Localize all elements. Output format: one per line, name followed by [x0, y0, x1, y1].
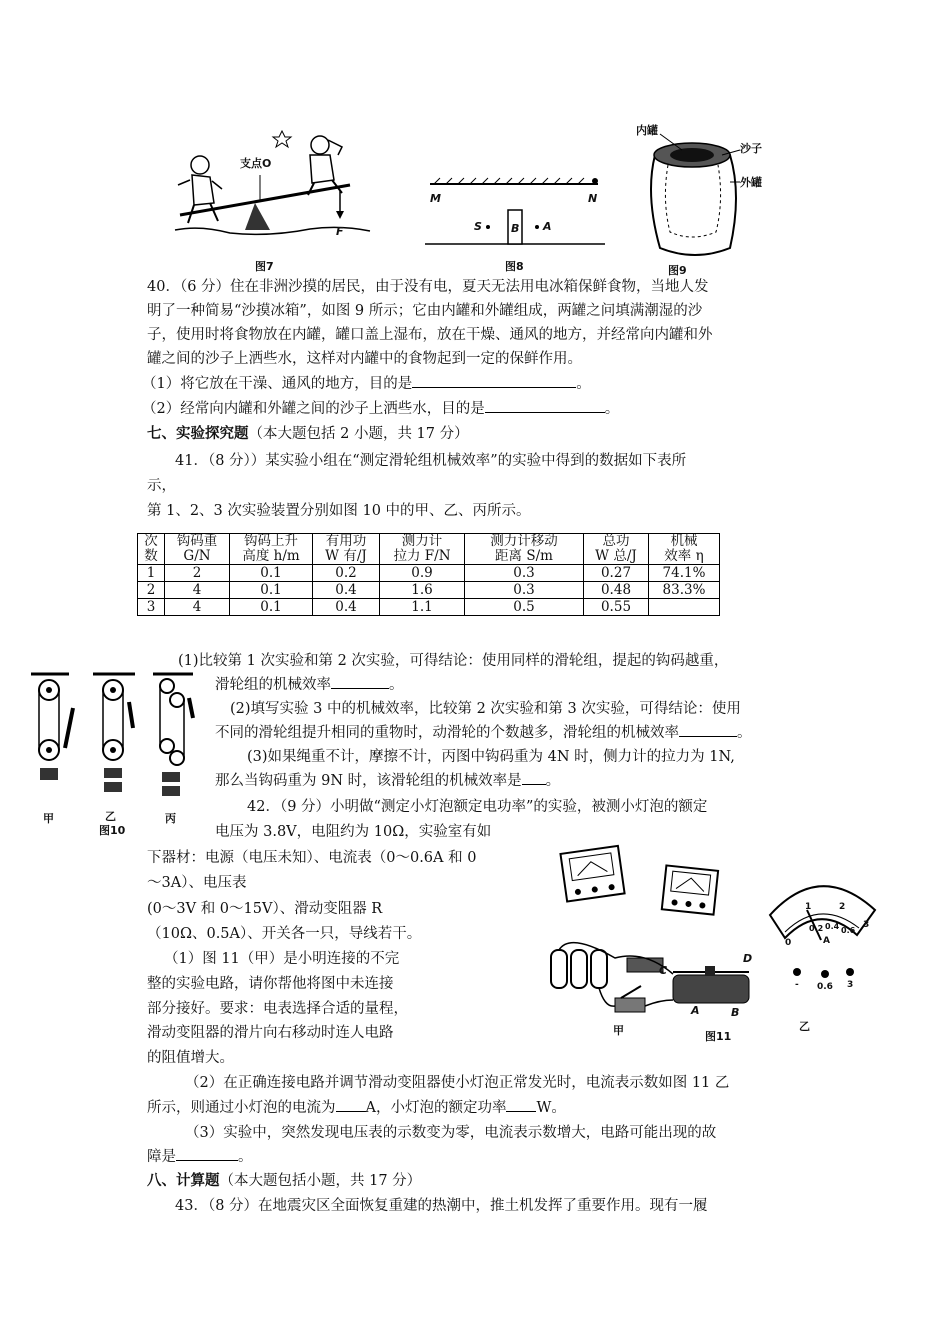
q42-fault-blank[interactable]: [176, 1146, 238, 1161]
section-7-title: 七、实验探究题: [147, 425, 249, 442]
q40-sub-2-end: 。: [604, 401, 620, 417]
section-8-title: 八、计算题: [147, 1172, 220, 1189]
terminal-0-6: 0.6: [817, 982, 833, 992]
figure-10-label-yi: 乙: [105, 810, 116, 823]
terminal-minus: -: [795, 980, 799, 990]
q42-line-6: （10Ω、0.5A）、开关各一只，导线若干。: [147, 926, 422, 942]
col-header-height: 钩码上升 高度 h/m: [230, 534, 313, 565]
col-header-weight: 钩码重 G/N: [165, 534, 230, 565]
q41-s2-end: 。: [737, 725, 752, 741]
q42-s2-text-b: A，小灯泡的额定功率: [365, 1100, 507, 1116]
col-header-total-work: 总功 W 总/J: [584, 534, 649, 565]
col-header-efficiency: 机械 效率 η: [649, 534, 720, 565]
pulley-systems-illustration: [25, 668, 195, 818]
q41-s1-end: 。: [389, 677, 404, 693]
q42-current-blank[interactable]: [336, 1097, 366, 1112]
q40-sub-1-blank[interactable]: [412, 373, 576, 388]
dial-tick-1: 1: [805, 902, 812, 912]
dial-tick-2: 2: [839, 902, 846, 912]
q40-line-1: 40．（6 分）住在非洲沙摸的居民，由于没有电，夏天无法用电冰箱保鲜食物，当地人发: [147, 279, 709, 295]
q40-line-2: 明了一种简易“沙摸冰箱”，如图 9 所示；它由内罐和外罐组成，两罐之问填满潮湿的沙: [147, 303, 703, 319]
dial-subtick-1: 0.2: [809, 924, 824, 933]
section-8-heading: [147, 1170, 421, 1192]
q42-line-2: 电压为 3.8V，电阻约为 10Ω，实验室有如: [215, 824, 492, 840]
figure-7-caption: 图7: [255, 260, 274, 273]
figure-8-caption: 图8: [505, 260, 524, 273]
figure-10-label-bing: 丙: [165, 812, 176, 825]
dial-tick-3: 3: [863, 920, 870, 930]
figure-7: [170, 125, 380, 265]
q40-line-4: 罐之间的沙子上洒些水，这样对内罐中的食物起到一定的保鲜作用。: [147, 351, 582, 367]
figure-9-caption: 图9: [668, 264, 687, 277]
label-N: N: [588, 192, 598, 205]
figure-10-label-jia: 甲: [43, 812, 54, 825]
dial-tick-0: 0: [785, 938, 792, 948]
figure-11-caption: 图11: [705, 1030, 732, 1043]
q41-s1-line-1: (1)比较第 1 次实验和第 2 次实验，可得结论：使用同样的滑轮组，提起的钩码越重，: [178, 653, 729, 669]
fig11-label-yi: 乙: [799, 1020, 810, 1033]
figure-11: [545, 840, 880, 1055]
q43-line-1: 43．（8 分）在地震灾区全面恢复重建的热潮中，推土机发挥了重要作用。现有一履: [175, 1198, 708, 1214]
q42-s1-line-3: 部分接好。要求：电表选择合适的量程，: [147, 1001, 408, 1017]
q40-sub-2-blank[interactable]: [485, 398, 605, 413]
figure-8: [420, 160, 610, 260]
outer-pot-label: 外罐: [740, 176, 762, 189]
q41-line-1: 41．（8 分））某实验小组在“测定滑轮组机械效率”的实验中得到的数据如下表所: [175, 453, 687, 469]
col-header-trial: 次 数: [138, 534, 165, 565]
q40-sub-1-text: （1）将它放在干澡、通风的地方，目的是: [142, 376, 413, 392]
terminal-3: 3: [847, 980, 854, 990]
q42-s2-line-1: （2）在正确连接电路并调节滑动变阻器使小灯泡正常发光时，电流表示数如图 11 乙: [185, 1075, 730, 1091]
q41-s3-end: 。: [545, 773, 561, 789]
table-header-row: [138, 534, 720, 565]
label-B: B: [511, 222, 520, 235]
q42-line-4: ～3A）、电压表: [147, 875, 247, 891]
dial-subtick-3: 0.6: [841, 926, 856, 935]
q41-s3-blank[interactable]: [522, 770, 546, 785]
q42-power-blank[interactable]: [506, 1097, 536, 1112]
q42-s1-line-4: 滑动变阻器的滑片向右移动时连人电路: [147, 1025, 394, 1041]
q42-s2-text-a: 所示，则通过小灯泡的电流为: [147, 1100, 336, 1116]
fig11-label-jia: 甲: [613, 1024, 624, 1037]
q42-line-3: 下器材：电源（电压未知）、电流表（0～0.6A 和 0: [147, 850, 477, 866]
circuit-illustration: [545, 840, 880, 1055]
q40-sub-2: [142, 398, 619, 420]
q42-s2-line-2: [147, 1097, 566, 1119]
col-header-pull-force: 测力计 拉力 F/N: [380, 534, 465, 565]
efficiency-table: [137, 533, 720, 616]
q41-s1-line-2: [215, 674, 404, 696]
table-row: 2 4 0.1 0.4 1.6 0.3 0.48 83.3%: [138, 582, 720, 599]
table-row: 3 4 0.1 0.4 1.1 0.5 0.55: [138, 599, 720, 616]
fig11-label-C: C: [659, 964, 668, 977]
fulcrum-label: 支点O: [240, 157, 272, 170]
q42-line-1: 42．（9 分）小明做“测定小灯泡额定电功率”的实验，被测小灯泡的额定: [247, 799, 708, 815]
q40-line-3: 子，使用时将食物放在内罐，罐口盖上湿布，放在干燥、通风的地方，并经常向内罐和外: [147, 327, 713, 343]
col-header-distance: 测力计移动 距离 S/m: [465, 534, 584, 565]
section-7-heading: [147, 423, 469, 445]
dial-subtick-2: 0.4: [825, 922, 840, 931]
q40-sub-1: [142, 373, 591, 395]
figure-10: [25, 668, 195, 843]
label-M: M: [430, 192, 441, 205]
q41-s1-blank[interactable]: [331, 674, 389, 689]
table-row: 1 2 0.1 0.2 0.9 0.3 0.27 74.1%: [138, 565, 720, 582]
q42-s3-end: 。: [238, 1149, 253, 1165]
q42-line-5: (0～3V 和 0～15V）、滑动变阻器 R: [147, 901, 383, 917]
efficiency-3-cell[interactable]: [649, 599, 720, 616]
q42-s1-line-2: 整的实验电路，请你帮他将图中未连接: [147, 976, 394, 992]
q42-s3-line-1: （3）实验中，突然发现电压表的示数变为零，电流表示数增大，电路可能出现的故: [185, 1125, 717, 1141]
figure-9: [630, 120, 780, 270]
dial-unit: A: [823, 936, 830, 946]
q42-s3-line-2: [147, 1146, 253, 1168]
label-A: A: [543, 220, 552, 233]
label-S: S: [474, 220, 482, 233]
fig11-label-B: B: [731, 1006, 740, 1019]
q41-s2-line-2: [215, 722, 752, 744]
q42-s3-text: 障是: [147, 1149, 176, 1165]
q41-s2-blank[interactable]: [679, 722, 737, 737]
q41-s1-text: 滑轮组的机械效率: [215, 677, 331, 693]
q41-s2-text: 不同的滑轮组提升相同的重物时，动滑轮的个数越多，滑轮组的机械效率: [215, 725, 679, 741]
q41-s3-line-1: (3)如果绳重不计，摩擦不计，丙图中钩码重为 4N 时，侧力计的拉力为 1N,: [247, 749, 735, 765]
section-7-note: （本大题包括 2 小题，共 17 分）: [248, 426, 469, 442]
force-label: F: [336, 225, 344, 238]
inner-pot-label: 内罐: [636, 124, 658, 137]
q41-line-2: 示，: [147, 478, 176, 494]
fig11-label-A: A: [691, 1004, 700, 1017]
lever-diagram: [420, 160, 610, 260]
section-8-note: （本大题包括小题，共 17 分）: [219, 1173, 422, 1189]
q41-line-3: 第 1、2、3 次实验装置分别如图 10 中的甲、乙、丙所示。: [147, 503, 531, 519]
q40-sub-1-end: 。: [576, 376, 591, 392]
q41-s2-line-1: (2)填写实验 3 中的机械效率，比较第 2 次实验和第 3 次实验，可得结论：使用: [230, 701, 741, 717]
q40-sub-2-text: （2）经常向内罐和外罐之间的沙子上洒些水，目的是: [142, 401, 485, 417]
sand-label: 沙子: [740, 142, 762, 155]
figure-10-caption: 图10: [99, 824, 126, 837]
q42-s2-text-c: W。: [536, 1100, 566, 1116]
fig11-label-D: D: [743, 952, 753, 965]
q41-s3-text: 那么当钩码重为 9N 时，该滑轮组的机械效率是: [215, 773, 522, 789]
seesaw-illustration: [170, 125, 380, 265]
col-header-useful-work: 有用功 W 有/J: [313, 534, 380, 565]
q42-s1-line-1: （1）图 11（甲）是小明连接的不完: [164, 951, 400, 967]
q42-s1-line-5: 的阻值增大。: [147, 1050, 234, 1066]
q41-s3-line-2: [215, 770, 560, 792]
